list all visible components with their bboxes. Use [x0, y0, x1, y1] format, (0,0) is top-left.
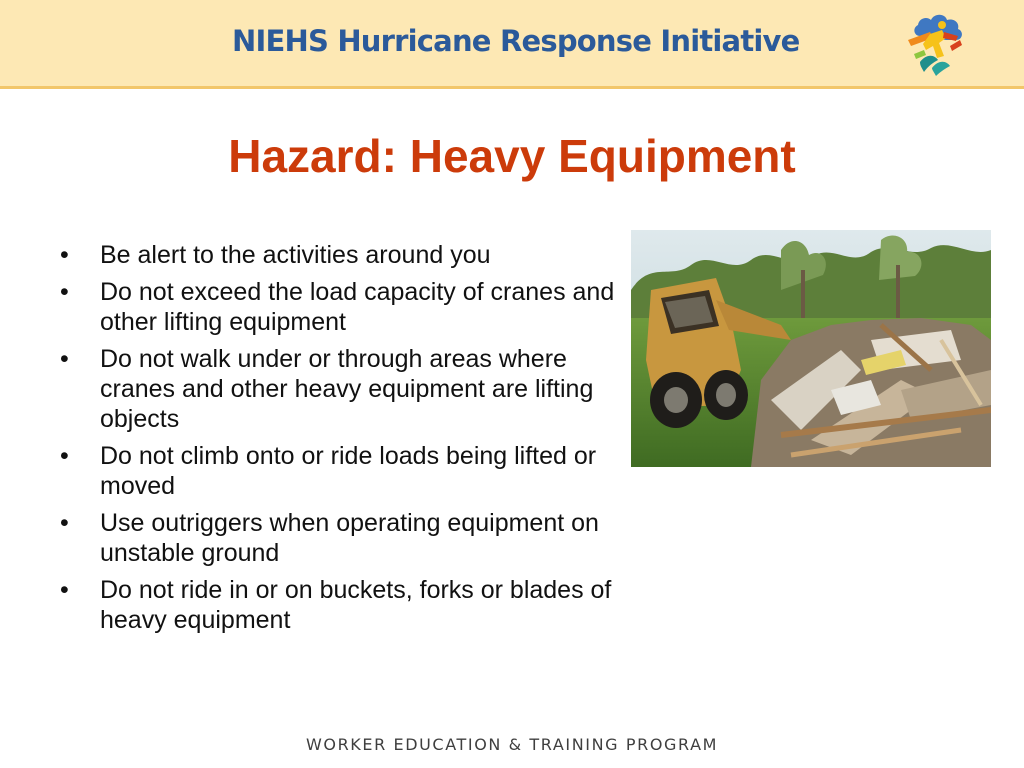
bullet-item — [56, 277, 624, 337]
slide-title: Hazard: Heavy Equipment — [228, 130, 796, 182]
footer-program-name: WORKER EDUCATION & TRAINING PROGRAM — [305, 735, 719, 754]
bullet-text: Do not walk under or through areas where cranes and other heavy equipment are lifting objects — [100, 345, 594, 433]
bullet-marker: • — [60, 278, 69, 306]
bullet-item — [56, 508, 624, 568]
bullet-list — [56, 240, 624, 642]
bullet-text: Do not ride in or on buckets, forks or blades of heavy equipment — [100, 576, 612, 634]
header-title: NIEHS Hurricane Response Initiative — [232, 24, 800, 58]
bullet-text: Do not climb onto or ride loads being lifted or moved — [100, 442, 597, 500]
bullet-item — [56, 344, 624, 434]
bullet-marker: • — [60, 442, 69, 470]
bullet-item — [56, 575, 624, 635]
bullet-text: Use outriggers when operating equipment on unstable ground — [100, 509, 599, 567]
bullet-marker: • — [60, 509, 69, 537]
bullet-marker: • — [60, 345, 69, 373]
bullet-text: Do not exceed the load capacity of cranes and other lifting equipment — [100, 278, 615, 336]
hurricane-figure-logo-icon — [906, 10, 968, 76]
bullet-item — [56, 441, 624, 501]
bullet-marker: • — [60, 576, 69, 604]
bullet-item — [56, 240, 624, 270]
bullet-text: Be alert to the activities around you — [100, 241, 491, 269]
bullet-marker: • — [60, 241, 69, 269]
skid-steer-loader-debris-photo — [631, 230, 991, 467]
